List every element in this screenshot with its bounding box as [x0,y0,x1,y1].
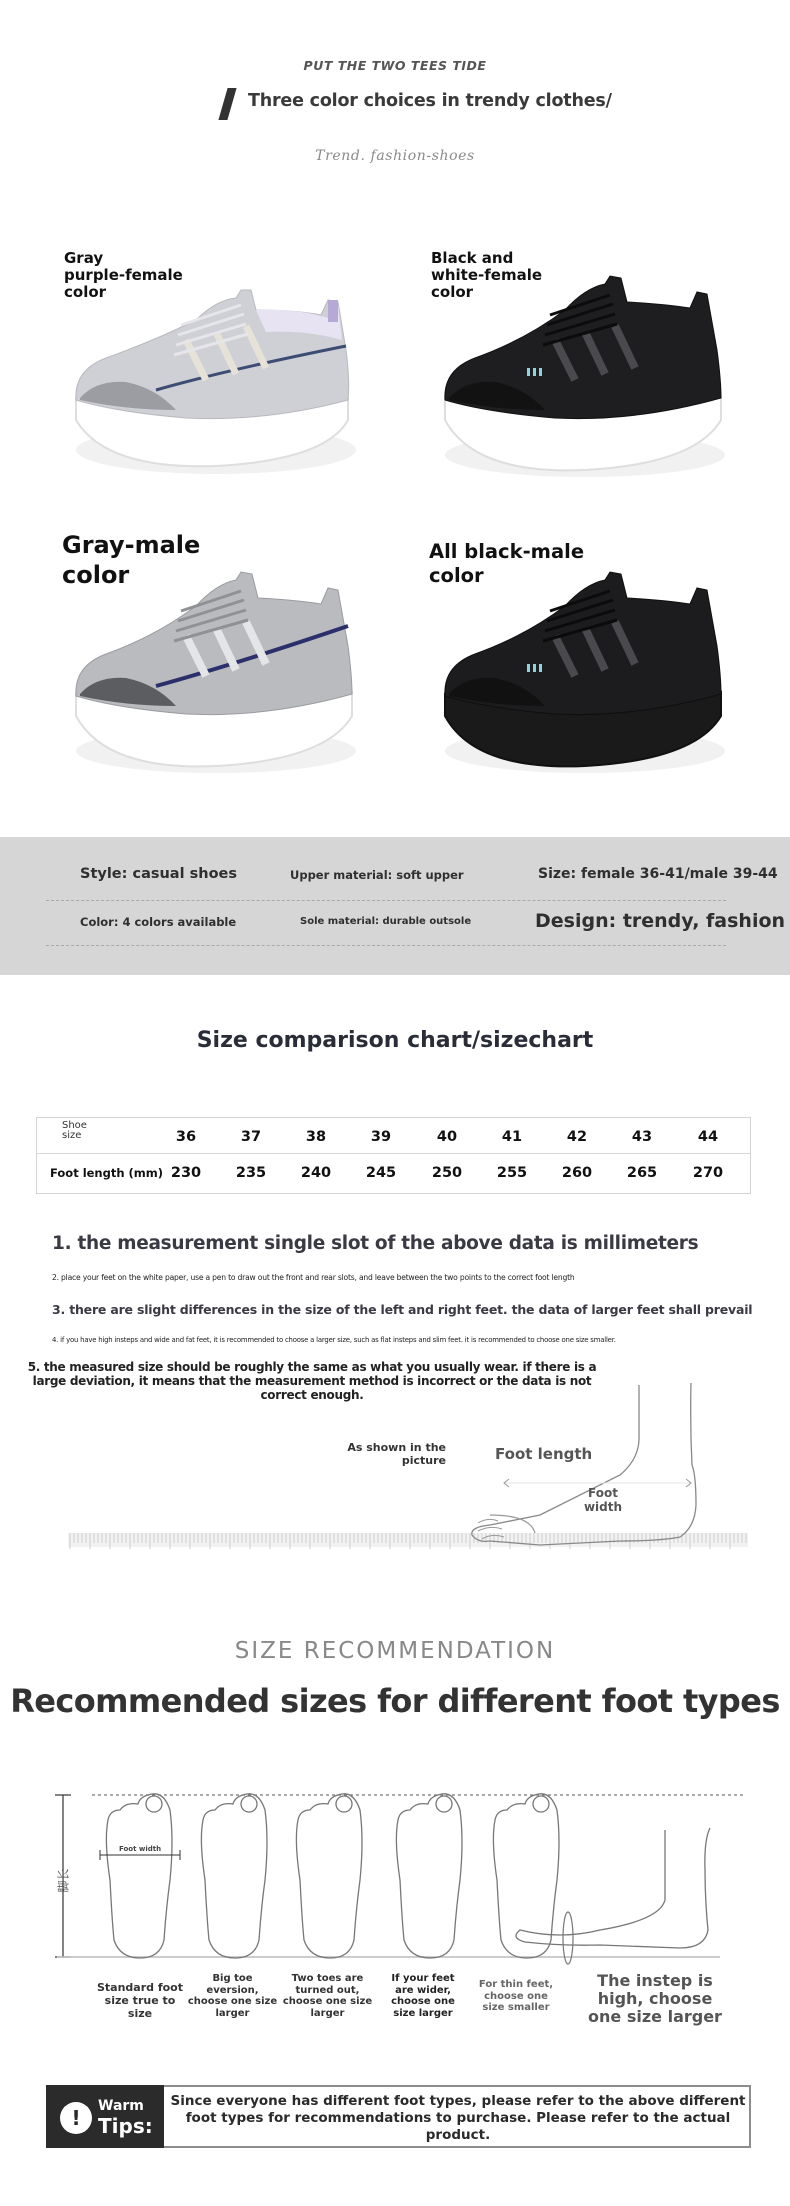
spec-design: Design: trendy, fashion [535,910,786,932]
size-cell: 44 [697,1129,719,1145]
shoe-image-all-black [435,566,735,781]
big-toe [533,1796,549,1812]
spec-style: Style: casual shoes [80,866,237,882]
size-chart-title: Size comparison chart/sizechart [196,1028,594,1053]
caption-high-instep: The instep is high, choose one size larger [588,1971,722,2026]
length-cell: 260 [561,1165,593,1181]
big-toe [336,1796,352,1812]
warm-label: Warm [98,2098,144,2114]
caption-wide-feet: If your feet are wider, choose one size larger [391,1973,455,2019]
big-toe [436,1796,452,1812]
row-header-foot-length: Foot length (mm) [50,1166,164,1180]
table-row-shoe-size [37,1118,750,1154]
length-cell: 230 [170,1165,202,1181]
size-cell: 37 [240,1129,262,1145]
spec-upper-material: Upper material: soft upper [290,868,464,882]
note-5: 5. the measured size should be roughly the same as what you usually wear. if there is a large deviation, it means that the measurement method is incorrect or the data is not correct enough. [27,1360,597,1402]
length-cell: 250 [431,1165,463,1181]
foot-width-marker-label: Foot width [119,1845,162,1853]
note-3: 3. there are slight differences in the size of the left and right feet. the data of larger feet shall prevail [52,1302,753,1317]
header-kicker: PUT THE TWO TEES TIDE [303,58,487,73]
divider [46,945,726,946]
header-headline: Three color choices in trendy clothes/ [248,91,612,111]
product-label: Black and white-female color [431,249,543,301]
length-cell: 235 [235,1165,267,1181]
foot-width-label: Foot width [583,1486,623,1514]
product-label: Gray purple-female color [64,249,183,301]
product-card-all-black-male[interactable] [395,520,790,810]
row-header-shoe-size: Shoe size [62,1120,87,1141]
caption-big-toe: Big toe eversion, choose one size larger [187,1973,278,2019]
shoe-image-black-white [435,270,735,485]
tips-label: Tips: [98,2114,153,2138]
size-table [36,1117,751,1194]
caption-two-toes: Two toes are turned out, choose one size larger [282,1973,373,2019]
foot-outline [296,1794,362,1958]
length-cell: 270 [692,1165,724,1181]
as-shown-label: As shown in the picture [347,1441,446,1467]
length-cell: 255 [496,1165,528,1181]
foot-length-label: Foot length [495,1445,593,1463]
size-cell: 42 [566,1129,588,1145]
big-toe [146,1796,162,1812]
exclamation-icon: ! [60,2102,92,2134]
size-cell: 43 [631,1129,653,1145]
big-toe [241,1796,257,1812]
foot-types-illustration [40,1780,760,1965]
slash-decoration [218,88,236,120]
tips-text: Since everyone has different foot types, please refer to the above different foot types for recommendations to purchase. Please refer to the actual product. [170,2093,746,2143]
table-row-foot-length [37,1154,750,1194]
size-cell: 38 [305,1129,327,1145]
product-card-black-white-female[interactable] [395,230,790,520]
note-2: 2. place your feet on the white paper, use a pen to draw out the front and rear slots, and leave between the two points to the correct foot length [52,1273,575,1282]
product-label: All black-male color [429,540,585,587]
spec-band [0,837,790,975]
warm-tips-badge [46,2085,164,2148]
warm-tips-box [46,2085,751,2148]
spec-color: Color: 4 colors available [80,915,237,929]
foot-outline [493,1794,559,1958]
foot-length-vertical-label: 脚长 [56,1868,71,1893]
size-cell: 39 [370,1129,392,1145]
length-cell: 240 [300,1165,332,1181]
shoe-image-gray-purple [66,270,366,485]
spec-sole-material: Sole material: durable outsole [300,916,472,927]
note-4: 4. if you have high insteps and wide and fat feet, it is recommended to choose a larger size, such as flat insteps and slim feet. it is recommended to choose one size smaller. [52,1336,616,1344]
foot-outline [106,1794,172,1958]
product-card-gray-purple-female[interactable] [0,230,395,520]
recommendation-title: Recommended sizes for different foot types [10,1682,780,1720]
foot-outline [396,1794,462,1958]
recommendation-kicker: SIZE RECOMMENDATION [234,1638,556,1664]
size-cell: 41 [501,1129,523,1145]
spec-size: Size: female 36-41/male 39-44 [538,866,778,882]
size-cell: 40 [436,1129,458,1145]
length-cell: 265 [626,1165,658,1181]
size-cell: 36 [175,1129,197,1145]
foot-outline [201,1794,267,1958]
note-1: 1. the measurement single slot of the above data is millimeters [52,1233,699,1254]
header-script-tagline: Trend. fashion-shoes [315,148,475,164]
product-label: Gray-male color [62,531,201,589]
product-card-gray-male[interactable] [0,520,395,810]
shoe-image-gray-male [66,566,366,781]
length-cell: 245 [365,1165,397,1181]
caption-standard: Standard foot size true to size [96,1981,184,2020]
divider [46,900,726,901]
caption-thin-feet: For thin feet, choose one size smaller [478,1979,554,2013]
